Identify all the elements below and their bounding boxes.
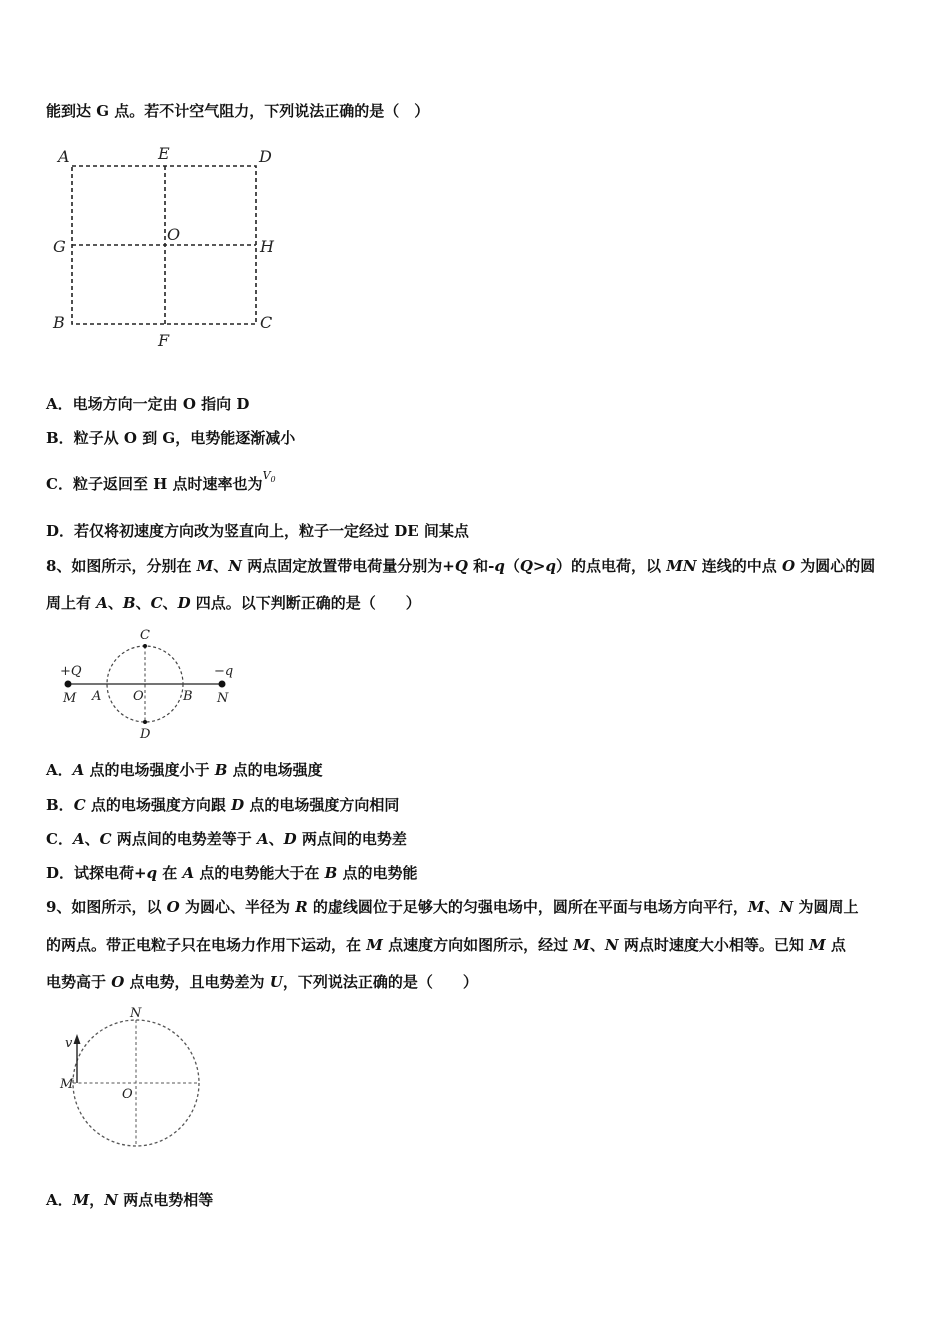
- q8-stem-line2: 周上有 A、B、C、D 四点。以下判断正确的是（ ）: [46, 594, 421, 612]
- q9-stem-line2: 的两点。带正电粒子只在电场力作用下运动，在 M 点速度方向如图所示，经过 M、N 两点时速度大小相等。已知 M 点: [46, 936, 846, 954]
- q8-label-plus-q: +Q: [60, 664, 82, 679]
- q8-option-d: D．试探电荷+q 在 A 点的电势能大于在 B 点的电势能: [46, 864, 418, 882]
- q7-label-h: H: [260, 237, 274, 256]
- q7-option-c: [46, 469, 276, 500]
- q8-label-c: C: [140, 628, 150, 643]
- q7-label-g: G: [53, 237, 66, 256]
- q9-figure: [56, 1004, 206, 1154]
- q8-option-c: C．A、C 两点间的电势差等于 A、D 两点间的电势差: [46, 830, 407, 848]
- q7-option-c-v0: V0: [262, 469, 276, 485]
- q9-label-n: N: [130, 1006, 142, 1021]
- q8-point-d: [143, 720, 147, 724]
- q7-label-c: C: [260, 313, 273, 332]
- q7-figure: [48, 142, 288, 352]
- q9-velocity-arrowhead: [74, 1034, 81, 1044]
- q7-label-o: O: [167, 225, 181, 244]
- q9-stem-line1: 9、如图所示，以 O 为圆心、半径为 R 的虚线圆位于足够大的匀强电场中，圆所在平面与电场方向平行，M、N 为圆周上: [46, 898, 859, 916]
- q7-label-b: B: [53, 313, 65, 332]
- q7-option-b: B．粒子从 O 到 G，电势能逐渐减小: [46, 429, 296, 447]
- q7-square-diagram: [48, 142, 288, 352]
- q8-figure: [52, 624, 242, 742]
- q8-point-n: [219, 681, 226, 688]
- q7-stem-tail: 能到达 G 点。若不计空气阻力，下列说法正确的是（ ）: [46, 102, 430, 120]
- q7-option-a: A．电场方向一定由 O 指向 D: [46, 395, 250, 413]
- q9-stem-line3: 电势高于 O 点电势，且电势差为 U，下列说法正确的是（ ）: [46, 973, 478, 991]
- q8-label-m: M: [63, 691, 77, 706]
- q8-point-c: [143, 644, 147, 648]
- q8-point-m: [65, 681, 72, 688]
- q7-option-d: D．若仅将初速度方向改为竖直向上，粒子一定经过 DE 间某点: [46, 522, 469, 540]
- q8-label-b: B: [183, 689, 193, 704]
- q8-label-n: N: [217, 691, 229, 706]
- q7-label-d: D: [259, 147, 272, 166]
- q7-option-c-text: C．粒子返回至 H 点时速率也为: [46, 475, 263, 493]
- q8-option-b: B．C 点的电场强度方向跟 D 点的电场强度方向相同: [46, 796, 400, 814]
- q7-label-a: A: [58, 147, 70, 166]
- q8-option-a: A．A 点的电场强度小于 B 点的电场强度: [46, 761, 323, 779]
- q8-stem-line1: 8、如图所示，分别在 M、N 两点固定放置带电荷量分别为+Q 和-q（Q>q）的点电荷，以 MN 连线的中点 O 为圆心的圆: [46, 557, 876, 575]
- q8-label-minus-q: −q: [214, 664, 234, 679]
- q7-label-e: E: [158, 144, 170, 163]
- q8-label-o: O: [133, 689, 144, 704]
- q8-label-d: D: [140, 727, 151, 742]
- q9-circle-diagram: [56, 1004, 206, 1154]
- q8-charge-diagram: [52, 624, 242, 742]
- q7-label-f: F: [158, 331, 170, 350]
- q9-label-o: O: [122, 1087, 133, 1102]
- q9-label-m: M: [60, 1077, 74, 1092]
- q9-option-a: A．M，N 两点电势相等: [46, 1191, 214, 1209]
- q9-label-v: v: [65, 1036, 73, 1051]
- q8-label-a: A: [92, 689, 102, 704]
